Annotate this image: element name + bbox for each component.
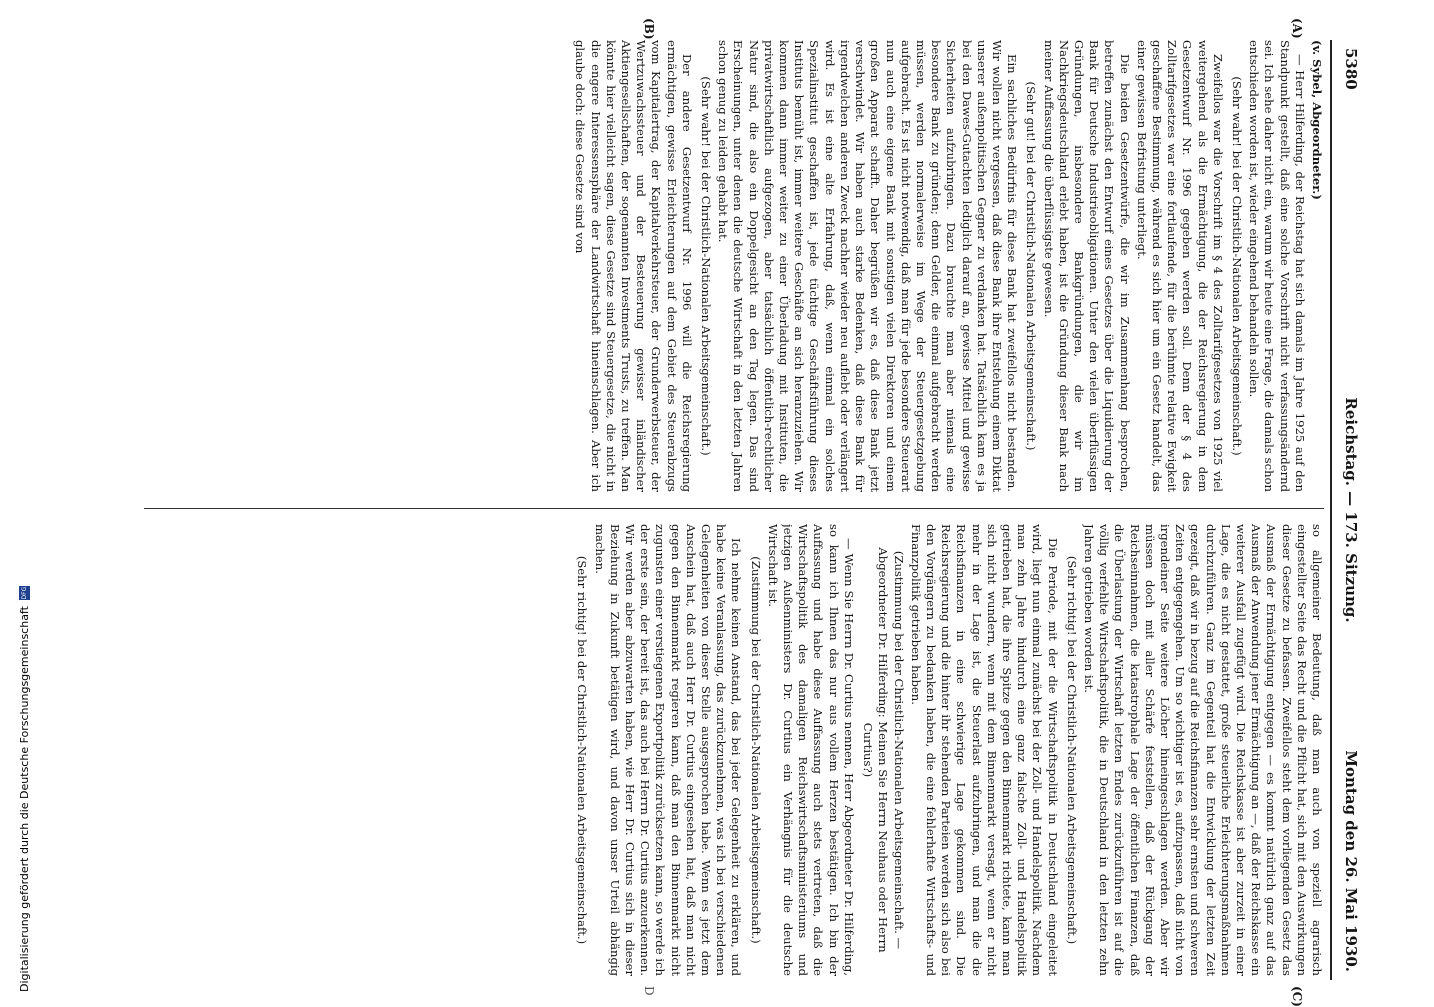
column-divider: [144, 508, 1324, 509]
paragraph: Ich nehme keinen Anstand, das bei jeder Gelegenheit zu erklären, und habe keine Veranlassung, das zurückzunehmen, was ich bei verschiedenen Gelegenheiten von dieser Stelle ausgesprochen habe. Wenn es jetzt dem Anschein hat, daß auch Herr Dr. Curtius eingesehen hat, daß man nicht gegen den Binnenmarkt regieren kann, daß man den Binnenmarkt nicht zugunsten einer verstiegenen Exportpolitik zurücksetzen kann, so werde ich der erste sein, der bereit ist, das auch bei Herrn Dr. Curtius anzuerkennen. Wir werden aber abzuwarten haben, wie Herr Dr. Curtius sich in dieser Beziehung in Zukunft betätigen wird, und davon unser Urteil abhängig machen.: [592, 524, 744, 976]
paragraph: Zweifellos war die Vorschrift im § 4 des Zolltarifgesetzes von 1925 viel weitergehend als die Ermächtigung, die der Reichsregierung in dem Gesetzentwurf Nr. 1996 gegeben werden soll. Denn der § 4 des Zolltarifgesetzes war eine fortlaufende, für die berühmte relative Ewigkeit geschaffene Bestimmung, während es sich hier um ein Gesetz handelt, das einer gewissen Befristung unterliegt.: [1134, 40, 1225, 492]
paragraph: Die beiden Gesetzentwürfe, die wir im Zusammenhang besprochen, betreffen zunächst den Entwurf eines Gesetzes über die Liquidierung der Bank für Deutsche Industrieobligationen. Unter den vielen überflüssigen Gründungen, insbesondere Bankgründungen, die wir im Nachkriegsdeutschland erlebt haben, ist die Gründung dieser Bank nach meiner Auffassung die überflüssigste gewesen.: [1041, 40, 1132, 492]
margin-marker-a: (A): [1290, 18, 1304, 39]
digitization-note-text: Digitalisierung gefördert durch die Deutsche Forschungsgemeinschaft: [18, 606, 31, 992]
interjection: (Sehr richtig! bei der Christlich-Nationalen Arbeitsgemeinschaft.): [575, 555, 590, 945]
paragraph: so allgemeiner Bedeutung, daß man auch von speziell agrarisch eingestellter Seite das Recht und die Pflicht hat, sich mit den Auswirkungen dieser Gesetze zu befassen. Zweifellos steht dem vorliegenden Gesetz das Ausmaß der Ermächtigung entgegen — es kommt natürlich ganz auf das Ausmaß der Anwendung jener Ermächtigung an —, daß der Reichskasse ein weiterer Ausfall zugefügt wird. Die Reichskasse ist aber zurzeit in einer Lage, die es nicht gestattet, große steuerliche Erleichterungsmaßnahmen durchzuführen. Ganz im Gegenteil hat die Entwicklung der letzten Zeit gezeigt, daß wir in bezug auf die Reichsfinanzen sehr ernsten und schweren Zeiten entgegengehen. Um so wichtiger ist es, aufzupassen, daß nicht von irgendeiner Seite weitere Löcher hineingeschlagen werden. Aber wir müssen doch mit aller Schärfe feststellen, daß der Rückgang der Reichseinnahmen, die katastrophale Lage der öffentlichen Finanzen, daß die Überlastung der Wirtschaft letzten Endes zurückzuführen ist auf die völlig verfehlte Wirtschaftspolitik, die in Deutschland in den letzten zehn Jahren getrieben worden ist.: [1081, 524, 1324, 976]
paragraph: Der andere Gesetzentwurf Nr. 1996 will die Reichsregierung ermächtigen, gewisse Erleichterungen auf dem Gebiet des Steuerabzugs vom Kapitalertrag, der Kapitalverkehrsteuer, der Grunderwerbsteuer, der Wertzuwachssteuer und der Besteuerung gewisser inländischer Aktiengesellschaften, der sogenannten Investments Trusts, zu treffen. Man könnte hier vielleicht sagen, diese Gesetze sind Steuergesetze, die nicht in die engere Interessensphäre der Landwirtschaft hineinschlagen. Aber ich glaube doch: diese Gesetze sind von: [573, 40, 694, 492]
margin-marker-b: (B): [642, 18, 656, 40]
session-title: Reichstag. — 173. Sitzung.: [1342, 397, 1360, 623]
right-column: [144, 524, 1324, 976]
paragraph: — Wenn Sie Herrn Dr. Curtius nennen, Herr Abgeordneter Dr. Hilferding, so kann ich Ihnen das nur aus vollem Herzen bestätigen. Ich bin der Auffassung und habe diese Auffassung auch stets vertreten, daß die Wirtschaftspolitik des damaligen Reichswirtschaftsministeriums und jetzigen Außenministers Dr. Curtius ein Verhängnis für die deutsche Wirtschaft ist.: [765, 524, 856, 976]
session-date: Montag den 26. Mai 1930.: [1342, 750, 1360, 972]
left-column: [144, 40, 1324, 492]
header-rule: [1330, 40, 1332, 980]
paragraph: — Herr Hilferding, der Reichstag hat sich damals im Jahre 1925 auf den Standpunkt gestellt, daß eine solche Vorschrift nicht verfassungsändernd sei. Ich sehe daher nicht ein, warum wir heute eine Frage, die damals schon entschieden worden ist, wieder eingehend behandeln sollen.: [1247, 40, 1307, 492]
interjection: (Zustimmung bei der Christlich-Nationalen Arbeitsgemeinschaft.): [748, 556, 763, 944]
dfg-logo-icon: DFG: [21, 586, 28, 600]
interjection: (Sehr wahr! bei der Christlich-Nationalen Arbeitsgemeinschaft.): [699, 76, 714, 456]
interjection: (Sehr richtig! bei der Christlich-Nationalen Arbeitsgemeinschaft.): [1064, 555, 1079, 945]
interjection: (Zustimmung bei der Christlich-Nationalen Arbeitsgemeinschaft. — Abgeordneter Dr. Hilferding: Meinen Sie Herrn Neuhaus oder Herrn Curtius?): [861, 547, 906, 953]
margin-marker-d: D: [642, 986, 656, 996]
paragraph: Ein sachliches Bedürfnis für diese Bank hat zweifellos nicht bestanden. Wir wollen nicht vergessen, daß diese Bank ihre Entstehung einem Diktat unserer außenpolitischen Gegner zu verdanken hat. Tatsächlich kam es ja bei den Dawes-Gutachten lediglich darauf an, gewisse Mittel und gewisse Sicherheiten aufzubringen. Dazu brauchte man aber niemals eine besondere Bank zu gründen; denn Gelder, die einmal aufgebracht werden müssen, werden normalerweise im Wege der Steuergesetzgebung aufgebracht. Es ist nicht notwendig, daß man für jede besondere Steuerart nun auch eine eigene Bank mit sonstigen vielen Direktoren und einem großen Apparat schafft. Daher begrüßen wir es, daß diese Bank jetzt verschwindet. Wir haben auch starke Bedenken, daß diese Bank für irgendwelchen anderen Zweck nachher wieder neu auflebt oder verlängert wird. Es ist eine alte Erfahrung, daß, wenn einmal ein solches Spezialinstitut geschaffen ist, jede tüchtige Geschäftsführung dieses Instituts bemüht ist, immer weitere Geschäfte an sich heranzuziehen. Wir kommen dann immer weiter zu einer Überladung mit Instituten, die privatwirtschaftlich aufgezogen, aber tatsächlich öffentlich-rechtlicher Natur sind, die also ein Doppelgesicht an den Tag legen. Das sind Erscheinungen, unter denen die deutsche Wirtschaft in den letzten Jahren schon genug zu leiden gehabt hat.: [716, 40, 1020, 492]
page-number: 5380: [1342, 48, 1360, 90]
margin-marker-c: (C): [1290, 986, 1304, 1007]
paragraph: Die Periode, mit der die Wirtschaftspolitik in Deutschland eingeleitet wird, liegt nun einmal zunächst bei der Zoll- und Handelspolitik. Nachdem man zehn Jahre hindurch eine ganz falsche Zoll- und Handelspolitik getrieben hat, die ihre Spitze gegen den Binnenmarkt richtete, kann man sich nicht wundern, wenn mit dem Binnenmarkt versagt, wenn er nicht mehr in der Lage ist, die Steuerlast aufzubringen, und man die die Reichsfinanzen in eine schwierige Lage gekommen sind. Die Reichsregierung und die hinter ihr stehenden Parteien werden sich also bei den Vorgängern zu bedanken haben, die eine fehlerhafte Wirtschafts- und Finanzpolitik getrieben haben.: [908, 524, 1060, 976]
interjection: (Sehr gut! bei der Christlich-Nationalen Arbeitsgemeinschaft.): [1024, 81, 1039, 451]
speaker-line: (v. Sybel, Abgeordneter.): [1310, 40, 1324, 200]
scanned-page-area: [130, 0, 1364, 1007]
scanned-page: [130, 18, 1364, 1007]
page-header: [1332, 40, 1364, 980]
digitization-note: [4, 0, 31, 1000]
interjection: (Sehr wahr! bei der Christlich-Nationalen Arbeitsgemeinschaft.): [1229, 76, 1244, 456]
